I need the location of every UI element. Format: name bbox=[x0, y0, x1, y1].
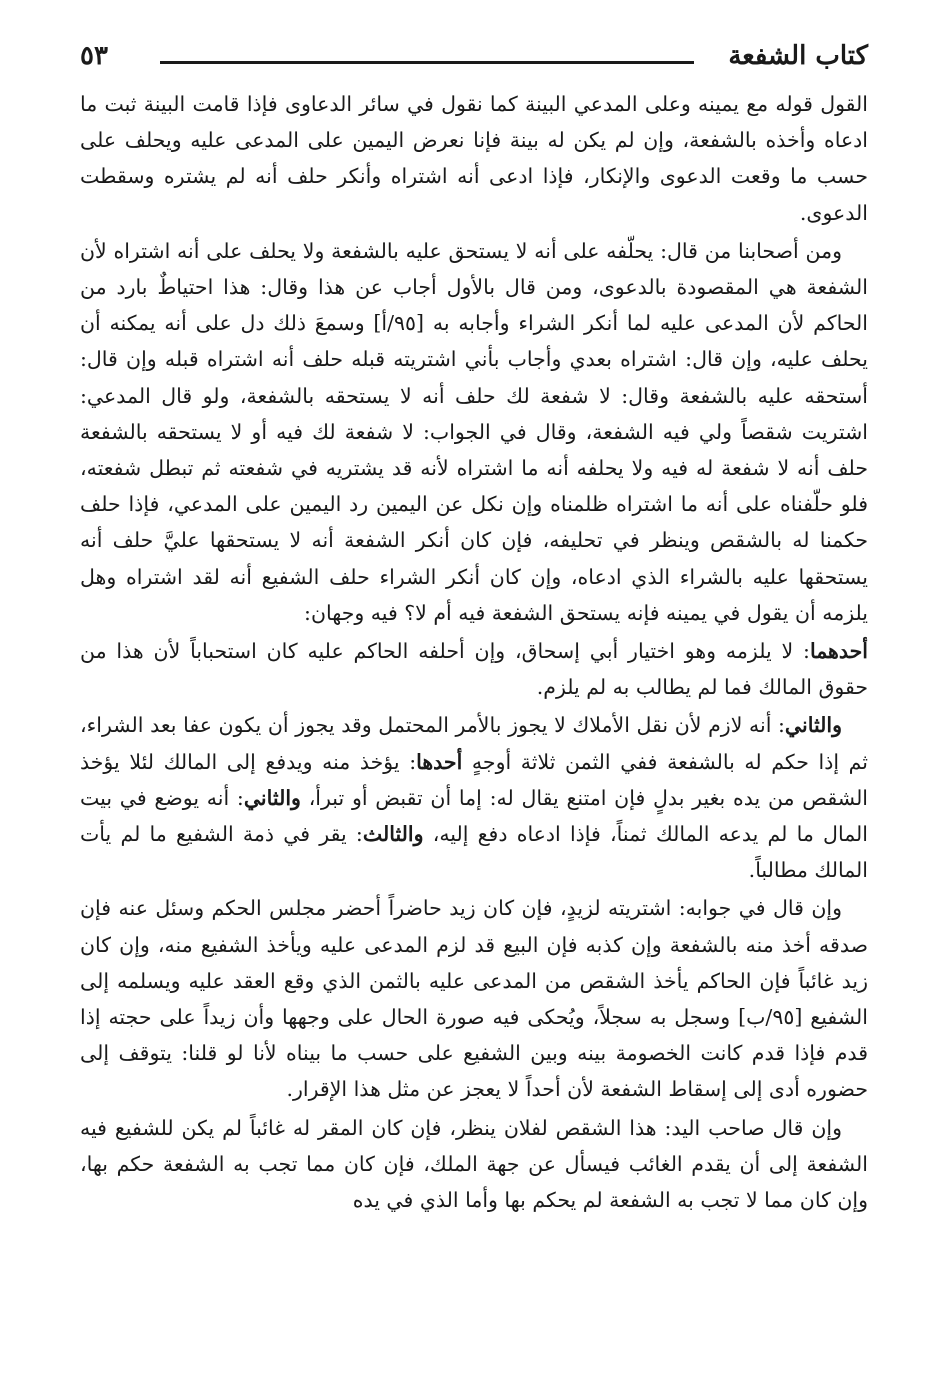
paragraph-text: ومن أصحابنا من قال: يحلّفه على أنه لا يستحق عليه بالشفعة ولا يحلف على أنه اشتراه لأن الشفعة هي المقصودة بالدعوى، ومن قال بالأول أجاب عن هذا وقال: هذا احتياطٌ بارد من الحاكم لأن المدعى عليه لما أنكر الشراء وأجابه به [٩٥/أ] وسمعَ ذلك دل على أنه يمكنه أن يحلف عليه، وإن قال: اشتراه بعدي وأجاب بأني اشتريته قبله حلف أنه اشتراه قبله وإن قال: أستحقه عليه بالشفعة وقال: لا شفعة لك حلف أنه لا يستحقه بالشفعة، ولو قال المدعي: اشتريت شقصاً ولي فيه الشفعة، وقال في الجواب: لا شفعة لك فيه أو لا يستحقه بالشفعة حلف أنه لا شفعة له فيه ولا يحلفه أنه ما اشتراه لأنه قد يشتريه في شفعته ثم تبطل شفعته، فلو حلّفناه على أنه ما اشتراه ظلمناه وإن نكل عن اليمين رد اليمين على المدعي، فإذا حلف حكمنا له بالشقص وينظر في تحليفه، فإن كان أنكر الشفعة أنه لا يستحقها عليَّ حلف أنه يستحقها عليه بالشراء الذي ادعاه، وإن كان أنكر الشراء حلف الشفيع أنه لقد اشتراه وهل يلزمه أن يقول في يمينه فإنه يستحق الشفعة فيه أم لا؟ فيه وجهان: bbox=[80, 238, 868, 625]
paragraph-text: وإن قال صاحب اليد: هذا الشقص لفلان ينظر، فإن كان المقر له غائباً لم يكن للشفيع فيه الشفعة إلى أن يقدم الغائب فيسأل عن جهة الملك، فإن كان مما تجب به الشفعة حكم بها، وإن كان مما لا تجب به الشفعة لم يحكم بها وأما الذي في يده bbox=[80, 1115, 868, 1213]
page-body bbox=[80, 86, 868, 1354]
paragraph-5 bbox=[80, 890, 868, 1107]
opinion-label: والثاني bbox=[784, 713, 842, 738]
header-rule bbox=[160, 61, 694, 64]
page-header bbox=[80, 38, 868, 78]
paragraph-text: : يقر في ذمة الشفيع ما لم يأت المالك مطالباً. bbox=[80, 822, 868, 883]
paragraph-1 bbox=[80, 86, 868, 231]
paragraph-2 bbox=[80, 233, 868, 631]
paragraph-text: : أنه يوضع في بيت المال ما لم يدعه المالك ثمناً، فإذا ادعاه دفع إليه، bbox=[80, 785, 868, 847]
paragraph-second-opinion bbox=[80, 707, 868, 888]
paragraph-text: : يؤخذ منه ويدفع إلى المالك لئلا يؤخذ الشقص من يده بغير بدلٍ فإن امتنع يقال له: إما أن تقبض أو تبرأ، bbox=[80, 749, 868, 810]
paragraph-first-opinion bbox=[80, 633, 868, 705]
paragraph-text: : لا يلزمه وهو اختيار أبي إسحاق، وإن أحلفه الحاكم عليه كان استحباباً لأن هذا من حقوق المالك فما لم يطالب به لم يلزم. bbox=[80, 639, 868, 700]
opinion-label: أحدهما bbox=[809, 639, 868, 664]
opinion-label: والثاني bbox=[243, 785, 301, 810]
paragraph-6 bbox=[80, 1110, 868, 1219]
paragraph-text: القول قوله مع يمينه وعلى المدعي البينة كما نقول في سائر الدعاوى فإذا قامت البينة ثبت ما ادعاه وأخذه بالشفعة، وإن لم يكن له بينة فإنا نعرض اليمين على المدعى عليه ويحلف على حسب ما وقعت الدعوى والإنكار، فإذا ادعى أنه اشتراه وأنكر حلف أنه لم يشتره وسقطت الدعوى. bbox=[80, 92, 868, 225]
paragraph-text: وإن قال في جوابه: اشتريته لزيدٍ، فإن كان زيد حاضراً أحضر مجلس الحكم وسئل عنه فإن صدقه أخذ منه بالشفعة وإن كذبه فإن البيع قد لزم المدعى عليه ويأخذ الشفيع منه، وإن كان زيد غائباً فإن الحاكم يأخذ الشقص من المدعى عليه بالثمن الذي وقع العقد عليه ويسلمه إلى الشفيع [٩٥/ب] وسجل به سجلاً، ويُحكى فيه صورة الحال على وجهها وأن زيداً على حجته إذا قدم فإذا قدم كانت الخصومة بينه وبين الشفيع على حسب ما بيناه لأنا لو قلنا: يتوقف إلى حضوره أدى إلى إسقاط الشفعة لأن أحداً لا يعجز عن مثل هذا الإقرار. bbox=[80, 896, 868, 1102]
opinion-label: أحدها bbox=[416, 749, 463, 774]
page-number: ٥٣ bbox=[80, 41, 108, 71]
opinion-label: والثالث bbox=[362, 822, 424, 847]
paragraph-text: : أنه لازم لأن نقل الأملاك لا يجوز بالأمر المحتمل وقد يجوز أن يكون عفا بعد الشراء، ثم إذا حكم له بالشفعة ففي الثمن ثلاثة أوجهٍ bbox=[80, 713, 868, 774]
chapter-title: كتاب الشفعة bbox=[728, 41, 868, 71]
